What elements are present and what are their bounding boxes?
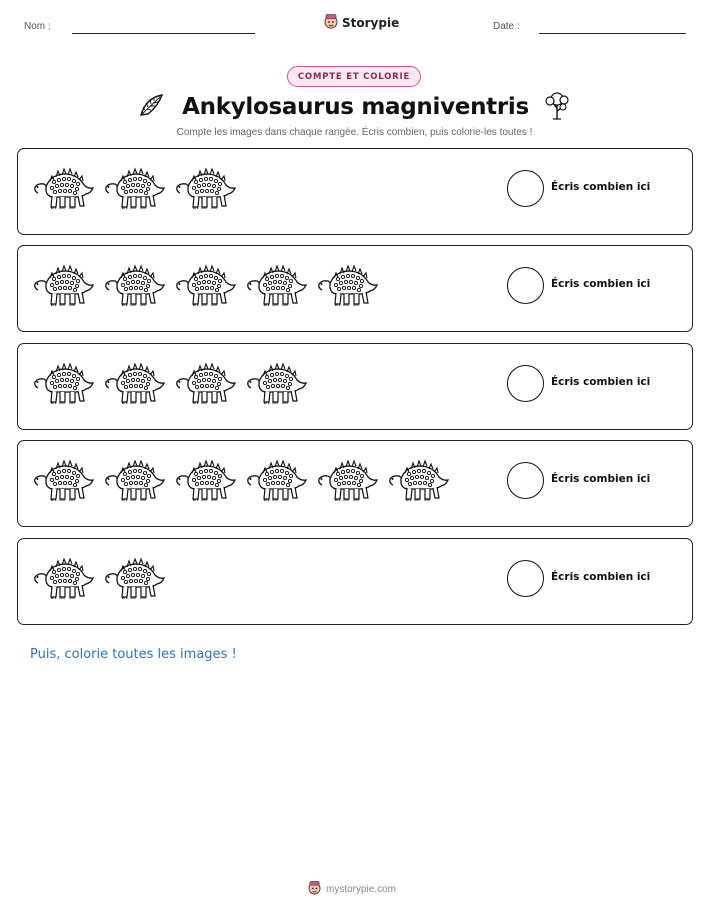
ankylosaurus-image <box>30 455 96 505</box>
answer-circle[interactable] <box>507 365 544 402</box>
answer-circle[interactable] <box>507 560 544 597</box>
dino-images <box>30 553 167 603</box>
fern-leaf-icon <box>138 92 168 122</box>
page-title: Ankylosaurus magniventris <box>182 94 529 120</box>
ankylosaurus-image <box>314 260 380 310</box>
answer-circle[interactable] <box>507 267 544 304</box>
tree-icon <box>543 90 571 124</box>
ankylosaurus-image <box>30 260 96 310</box>
ankylosaurus-image <box>172 163 238 213</box>
counting-row-3 <box>17 343 693 430</box>
dino-images <box>30 455 451 505</box>
storypie-mascot-icon <box>324 13 338 33</box>
title-row <box>0 91 709 123</box>
answer-label: Écris combien ici <box>551 473 651 485</box>
ankylosaurus-image <box>314 455 380 505</box>
counting-row-1 <box>17 148 693 235</box>
ankylosaurus-image <box>172 260 238 310</box>
storypie-brand <box>324 14 399 32</box>
ankylosaurus-image <box>385 455 451 505</box>
ankylosaurus-image <box>243 358 309 408</box>
ankylosaurus-image <box>172 358 238 408</box>
footer-brand <box>308 880 396 899</box>
ankylosaurus-image <box>30 163 96 213</box>
ankylosaurus-image <box>101 163 167 213</box>
counting-row-5 <box>17 538 693 625</box>
counting-row-2 <box>17 245 693 332</box>
answer-label: Écris combien ici <box>551 571 651 583</box>
storypie-mascot-icon <box>308 880 321 899</box>
ankylosaurus-image <box>101 358 167 408</box>
dino-images <box>30 260 380 310</box>
coloring-instruction: Puis, colorie toutes les images ! <box>30 647 237 662</box>
ankylosaurus-image <box>30 358 96 408</box>
answer-label: Écris combien ici <box>551 376 651 388</box>
ankylosaurus-image <box>101 260 167 310</box>
dino-images <box>30 358 309 408</box>
dino-images <box>30 163 238 213</box>
ankylosaurus-image <box>30 553 96 603</box>
ankylosaurus-image <box>243 455 309 505</box>
answer-label: Écris combien ici <box>551 181 651 193</box>
answer-label: Écris combien ici <box>551 278 651 290</box>
instructions: Compte les images dans chaque rangée. Écris combien, puis colorie-les toutes ! <box>176 127 533 138</box>
ankylosaurus-image <box>243 260 309 310</box>
date-input-line[interactable] <box>539 33 686 34</box>
name-input-line[interactable] <box>72 33 255 34</box>
name-label: Nom : <box>24 21 51 32</box>
answer-circle[interactable] <box>507 170 544 207</box>
ankylosaurus-image <box>101 553 167 603</box>
ankylosaurus-image <box>101 455 167 505</box>
counting-row-4 <box>17 440 693 527</box>
answer-circle[interactable] <box>507 462 544 499</box>
footer-url[interactable]: mystorypie.com <box>326 884 397 895</box>
date-label: Date : <box>493 21 520 32</box>
brand-name: Storypie <box>342 16 400 30</box>
activity-badge: COMPTE ET COLORIE <box>287 66 421 87</box>
ankylosaurus-image <box>172 455 238 505</box>
